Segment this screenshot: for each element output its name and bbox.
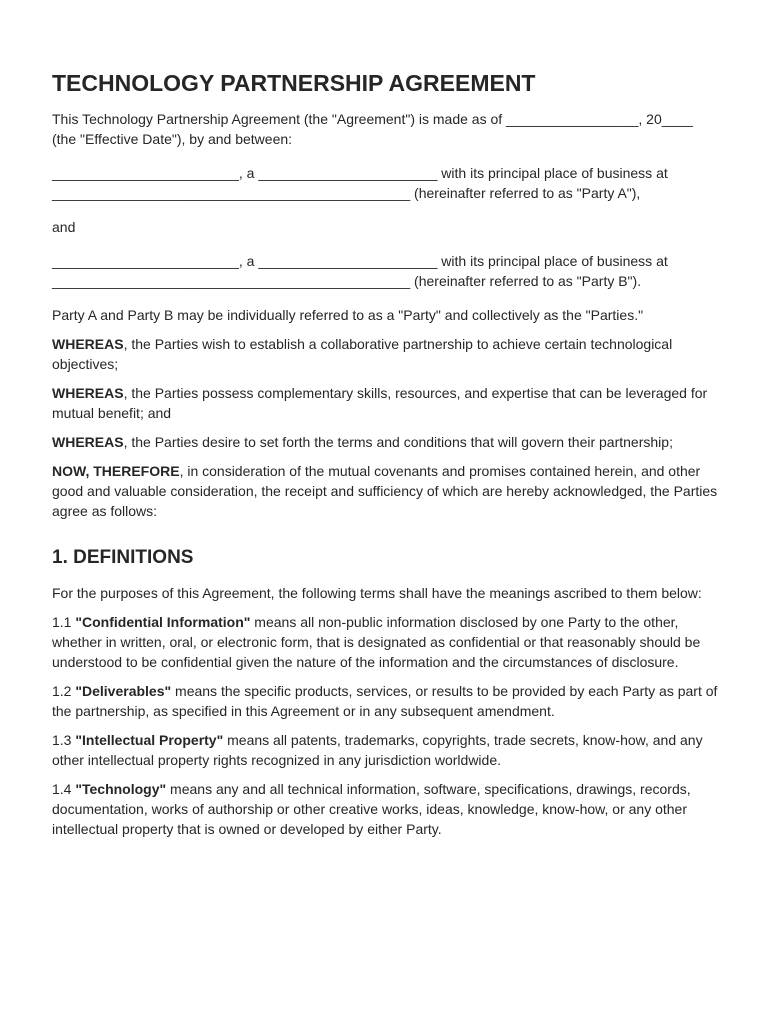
definition-item — [52, 730, 718, 770]
section-heading-definitions: 1. DEFINITIONS — [52, 547, 194, 568]
document-title: TECHNOLOGY PARTNERSHIP AGREEMENT — [52, 70, 536, 96]
now-therefore-text: , in consideration of the mutual covenants and promises contained herein, and other good and valuable consideration, the receipt and sufficiency of which are hereby acknowledged, the Parties agree as follows: — [52, 463, 718, 519]
now-therefore-label: NOW, THEREFORE — [52, 463, 180, 479]
definition-number: 1.1 — [52, 614, 76, 630]
definition-text: means the specific products, services, or results to be provided by each Party as part of the partnership, as specified in this Agreement or in any subsequent amendment. — [52, 683, 718, 719]
party-b-paragraph: ________________________, a _______________________ with its principal place of business at ______________________________________________ (hereinafter referred to as "Party B"). — [52, 253, 668, 289]
whereas-text: , the Parties possess complementary skills, resources, and expertise that can be leveraged for mutual benefit; and — [52, 385, 708, 421]
definitions-intro: For the purposes of this Agreement, the following terms shall have the meanings ascribed to them below: — [52, 585, 702, 601]
definition-item — [52, 612, 718, 672]
whereas-paragraph-1 — [52, 334, 718, 374]
whereas-label: WHEREAS — [52, 336, 124, 352]
definition-term: "Deliverables" — [75, 683, 172, 699]
party-a-paragraph: ________________________, a _______________________ with its principal place of business at ______________________________________________ (hereinafter referred to as "Party A"), — [52, 165, 668, 201]
whereas-text: , the Parties desire to set forth the terms and conditions that will govern their partnership; — [123, 434, 673, 450]
whereas-label: WHEREAS — [52, 385, 124, 401]
now-therefore-paragraph — [52, 461, 718, 521]
definition-term: "Intellectual Property" — [75, 732, 224, 748]
intro-paragraph: This Technology Partnership Agreement (the "Agreement") is made as of _________________, 20____ (the "Effective Date"), by and between: — [52, 111, 693, 147]
whereas-label: WHEREAS — [52, 434, 124, 450]
whereas-paragraph-3 — [52, 432, 718, 452]
whereas-text: , the Parties wish to establish a collaborative partnership to achieve certain technological objectives; — [52, 336, 673, 372]
definition-text: means all non-public information disclosed by one Party to the other, whether in written, oral, or electronic form, that is designated as confidential or that reasonably should be understood to be confidential given the nature of the information and the circumstances of disclosure. — [52, 614, 701, 670]
and-paragraph: and — [52, 219, 76, 235]
definition-number: 1.4 — [52, 781, 76, 797]
whereas-paragraph-2 — [52, 383, 718, 423]
definition-term: "Technology" — [75, 781, 167, 797]
definition-number: 1.2 — [52, 683, 76, 699]
definition-item — [52, 779, 718, 839]
parties-paragraph: Party A and Party B may be individually referred to as a "Party" and collectively as the "Parties." — [52, 307, 644, 323]
definition-text: means any and all technical information, software, specifications, drawings, records, documentation, works of authorship or other creative works, ideas, knowledge, know-how, or any other intellectual property that is owned or developed by either Party. — [52, 781, 691, 837]
definition-number: 1.3 — [52, 732, 76, 748]
definition-item — [52, 681, 718, 721]
definition-term: "Confidential Information" — [75, 614, 251, 630]
definition-text: means all patents, trademarks, copyrights, trade secrets, know-how, and any other intellectual property rights recognized in any jurisdiction worldwide. — [52, 732, 703, 768]
